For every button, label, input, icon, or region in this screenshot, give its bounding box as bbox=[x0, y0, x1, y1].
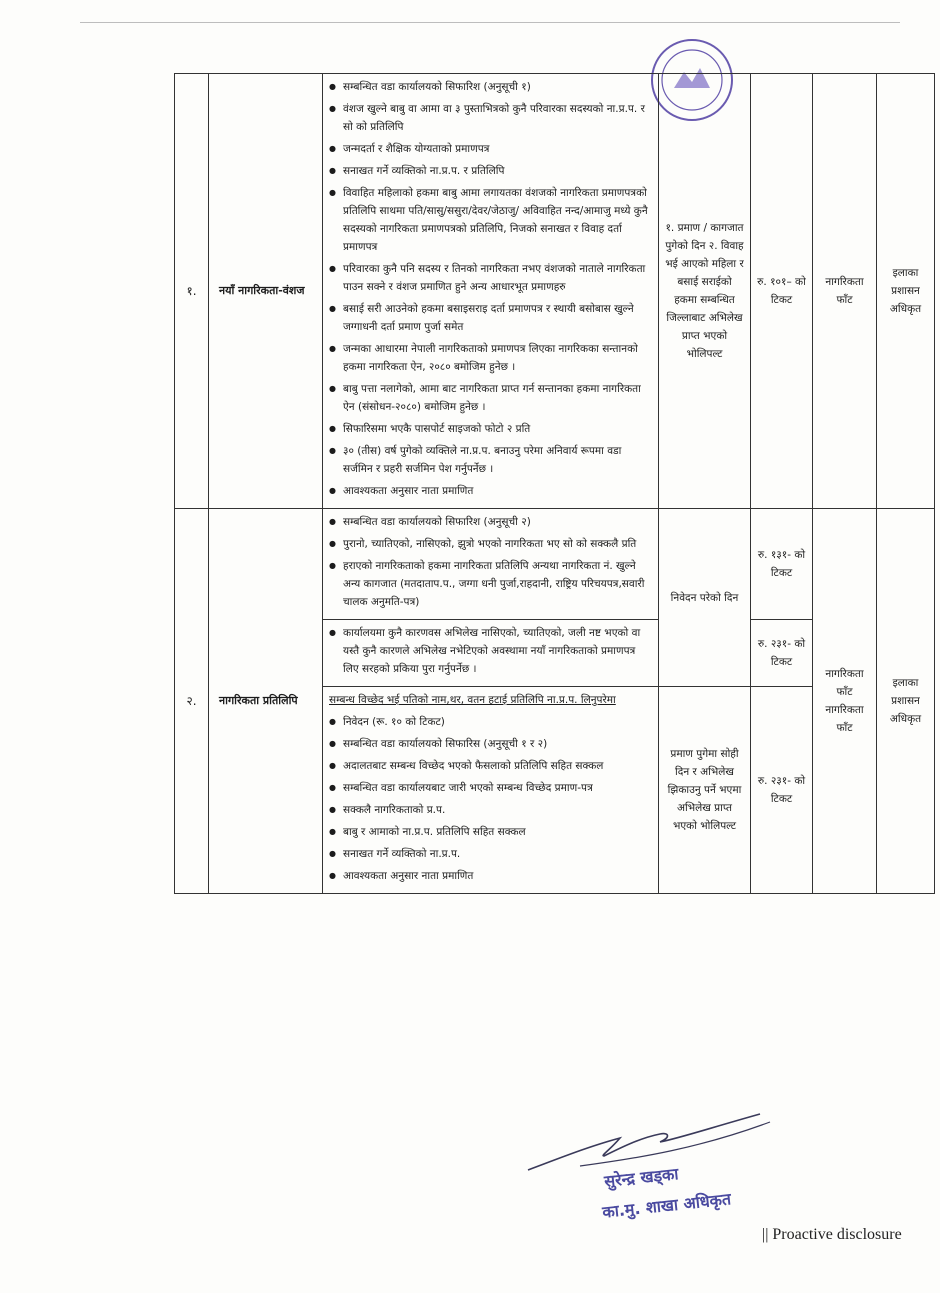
responsible-branch: नागरिकता फाँट bbox=[813, 74, 877, 509]
list-item: ● वंशज खुल्ने बाबु वा आमा वा ३ पुस्ताभित्रको कुनै परिवारका सदस्यको ना.प्र.प. र सो को प्रतिलिपि bbox=[343, 100, 652, 136]
required-documents bbox=[323, 509, 659, 620]
list-item: ● बाबु पत्ता नलागेको, आमा बाट नागरिकता प्राप्त गर्न सन्तानका हकमा नागरिकता ऐन (संसोधन-२०८०) बमोजिम हुनेछ । bbox=[343, 380, 652, 416]
list-item: ● जन्मदर्ता र शैक्षिक योग्यताको प्रमाणपत्र bbox=[343, 140, 652, 158]
list-item: ● सम्बन्धित वडा कार्यालयबाट जारी भएको सम्बन्ध विच्छेद प्रमाण-पत्र bbox=[343, 779, 652, 797]
list-item: ● सम्बन्धित वडा कार्यालयको सिफारिश (अनुसूची २) bbox=[343, 513, 652, 531]
list-item: ● पुरानो, च्यातिएको, नासिएको, झुत्रो भएको नागरिकता भए सो को सक्कलै प्रति bbox=[343, 535, 652, 553]
required-documents bbox=[323, 74, 659, 509]
service-fee: रु. १०१– को टिकट bbox=[751, 74, 813, 509]
list-item: ● आवश्यकता अनुसार नाता प्रमाणित bbox=[343, 867, 652, 885]
responsible-branch: नागरिकता फाँट नागरिकता फाँट bbox=[813, 509, 877, 894]
list-item: ● सक्कलै नागरिकताको प्र.प. bbox=[343, 801, 652, 819]
service-fee: रु. २३१- को टिकट bbox=[751, 687, 813, 894]
table-row-2a bbox=[175, 509, 935, 620]
service-name: नागरिकता प्रतिलिपि bbox=[209, 509, 323, 894]
service-fee: रु. २३१- को टिकट bbox=[751, 620, 813, 687]
signatory-title: का.मु. शाखा अधिकृत bbox=[601, 1189, 732, 1222]
required-documents bbox=[323, 687, 659, 894]
list-item: ● हराएको नागरिकताको हकमा नागरिकता प्रतिलिपि अन्यथा नागरिकता नं. खुल्ने अन्य कागजात (मतदाताप.प., जग्गा धनी पुर्जा,राहदानी, राष्ट्रिय परिचयपत्र,सवारी चालक अनुमति-पत्र) bbox=[343, 557, 652, 611]
list-item: ● निवेदन (रू. १० को टिकट) bbox=[343, 713, 652, 731]
list-item: ● विवाहित महिलाको हकमा बाबु आमा लगायतका वंशजको नागरिकता प्रमाणपत्रको प्रतिलिपि साथमा पति/सासु/ससुरा/देवर/जेठाजु/ अविवाहित नन्द/आमाजु मध्ये कुनै सदस्यको नागरिकता प्रमाणपत्रको प्रतिलिपि, निजको सनाखत र विवाह दर्ता प्रमाणपत्र bbox=[343, 184, 652, 256]
signatory-name: सुरेन्द्र खड्का bbox=[603, 1164, 680, 1191]
list-item: ● सनाखत गर्ने व्यक्तिको ना.प्र.प. र प्रतिलिपि bbox=[343, 162, 652, 180]
service-name: नयाँ नागरिकता-वंशज bbox=[209, 74, 323, 509]
list-item: ● परिवारका कुनै पनि सदस्य र तिनको नागरिकता नभए वंशजको नाताले नागरिकता पाउन सक्ने र वंशज प्रमाणित हुने अन्य आधारभूत प्रमाणहरु bbox=[343, 260, 652, 296]
list-item: ● सनाखत गर्ने व्यक्तिको ना.प्र.प. bbox=[343, 845, 652, 863]
list-item: ● बाबु र आमाको ना.प्र.प. प्रतिलिपि सहित सक्कल bbox=[343, 823, 652, 841]
required-documents bbox=[323, 620, 659, 687]
service-time: निवेदन परेको दिन bbox=[659, 509, 751, 687]
table-row-1 bbox=[175, 74, 935, 509]
list-item: ● सम्बन्धित वडा कार्यालयको सिफारिस (अनुसूची १ र २) bbox=[343, 735, 652, 753]
list-item: ● जन्मका आधारमा नेपाली नागरिकताको प्रमाणपत्र लिएका नागरिकका सन्तानको हकमा नागरिकता ऐन, २०८० बमोजिम हुनेछ । bbox=[343, 340, 652, 376]
list-item: ● आवश्यकता अनुसार नाता प्रमाणित bbox=[343, 482, 652, 500]
services-table bbox=[174, 73, 935, 894]
top-rule bbox=[80, 22, 900, 23]
list-item: ● कार्यालयमा कुनै कारणवस अभिलेख नासिएको, च्यातिएको, जली नष्ट भएको वा यस्तै कुनै कारणले अभिलेख नभेटिएको अवस्थामा नयाँ नागरिकताको प्रमाणपत्र लिए सरहको प्रकिया पुरा गर्नुपर्नेछ । bbox=[343, 624, 652, 678]
service-time: प्रमाण पुगेमा सोही दिन र अभिलेख झिकाउनु पर्ने भएमा अभिलेख प्राप्त भएको भोलिपल्ट bbox=[659, 687, 751, 894]
list-item: ● सिफारिसमा भएकै पासपोर्ट साइजको फोटो २ प्रति bbox=[343, 420, 652, 438]
responsible-officer: इलाका प्रशासन अधिकृत bbox=[877, 509, 935, 894]
list-item: ● ३० (तीस) वर्ष पुगेको व्यक्तिले ना.प्र.प. बनाउनु परेमा अनिवार्य रूपमा वडा सर्जमिन र प्रहरी सर्जमिन पेश गर्नुपर्नेछ । bbox=[343, 442, 652, 478]
serial-number: १. bbox=[175, 74, 209, 509]
list-item: ● सम्बन्धित वडा कार्यालयको सिफारिश (अनुसूची १) bbox=[343, 78, 652, 96]
list-item: ● अदालतबाट सम्बन्ध विच्छेद भएको फैसलाको प्रतिलिपि सहित सक्कल bbox=[343, 757, 652, 775]
responsible-officer: इलाका प्रशासन अधिकृत bbox=[877, 74, 935, 509]
list-item: ● बसाई सरी आउनेको हकमा बसाइसराइ दर्ता प्रमाणपत्र र स्थायी बसोबास खुल्ने जग्गाधनी दर्ता प्रमाण पुर्जा समेत bbox=[343, 300, 652, 336]
serial-number: २. bbox=[175, 509, 209, 894]
service-fee: रु. १३१- को टिकट bbox=[751, 509, 813, 620]
footer-label: || Proactive disclosure bbox=[762, 1226, 902, 1243]
sub-heading: सम्बन्ध विच्छेद भई पतिको नाम,थर, वतन हटाई प्रतिलिपि ना.प्र.प. लिनुपरेमा bbox=[329, 694, 616, 706]
service-time: १. प्रमाण / कागजात पुगेको दिन २. विवाह भई आएको महिला र बसाई सराईको हकमा सम्बन्धित जिल्लाबाट अभिलेख प्राप्त भएको भोलिपल्ट bbox=[659, 74, 751, 509]
